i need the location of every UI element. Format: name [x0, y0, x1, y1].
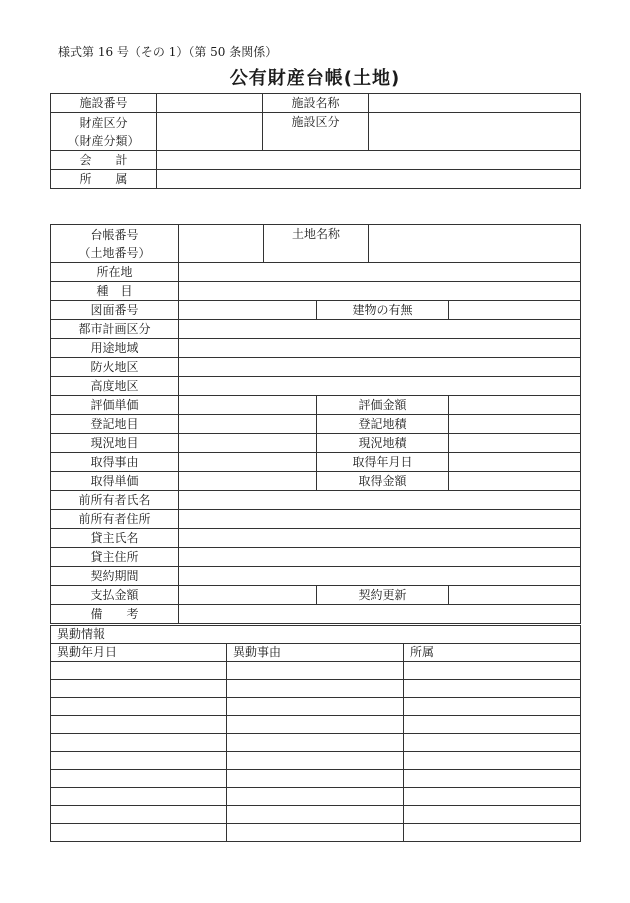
table-row — [51, 716, 581, 734]
change-date-cell[interactable] — [51, 752, 227, 770]
change-department-cell[interactable] — [404, 806, 581, 824]
acquisition-reason-field[interactable] — [179, 453, 317, 472]
change-department-cell[interactable] — [404, 752, 581, 770]
registered-land-category-label: 登記地目 — [51, 415, 179, 434]
change-date-cell[interactable] — [51, 680, 227, 698]
facility-number-label: 施設番号 — [51, 94, 157, 113]
change-reason-cell[interactable] — [227, 770, 404, 788]
remarks-label: 備 考 — [51, 605, 179, 624]
change-date-cell[interactable] — [51, 662, 227, 680]
fire-district-field[interactable] — [179, 358, 581, 377]
change-reason-cell[interactable] — [227, 698, 404, 716]
accounting-label: 会 計 — [51, 151, 157, 170]
facility-name-label: 施設名称 — [263, 94, 369, 113]
change-department-cell[interactable] — [404, 788, 581, 806]
height-district-label: 高度地区 — [51, 377, 179, 396]
change-reason-cell[interactable] — [227, 662, 404, 680]
change-department-cell[interactable] — [404, 716, 581, 734]
change-reason-cell[interactable] — [227, 680, 404, 698]
acquisition-amount-label: 取得金額 — [317, 472, 449, 491]
contract-renewal-field[interactable] — [449, 586, 581, 605]
department-field[interactable] — [157, 170, 581, 189]
col-change-department: 所属 — [404, 644, 581, 662]
table-row — [51, 770, 581, 788]
change-reason-cell[interactable] — [227, 752, 404, 770]
table-row — [51, 824, 581, 842]
change-department-cell[interactable] — [404, 734, 581, 752]
prev-owner-address-field[interactable] — [179, 510, 581, 529]
prev-owner-address-label: 前所有者住所 — [51, 510, 179, 529]
table-row — [51, 806, 581, 824]
valuation-amount-label: 評価金額 — [317, 396, 449, 415]
change-date-cell[interactable] — [51, 698, 227, 716]
building-presence-label: 建物の有無 — [317, 301, 449, 320]
registered-area-field[interactable] — [449, 415, 581, 434]
property-class-line2: （財産分類） — [67, 134, 140, 148]
land-name-label: 土地名称 — [264, 225, 369, 263]
col-change-reason: 異動事由 — [227, 644, 404, 662]
urban-planning-field[interactable] — [179, 320, 581, 339]
use-district-field[interactable] — [179, 339, 581, 358]
height-district-field[interactable] — [179, 377, 581, 396]
acquisition-unit-price-label: 取得単価 — [51, 472, 179, 491]
facility-class-label: 施設区分 — [263, 113, 369, 151]
ledger-number-field[interactable] — [179, 225, 264, 263]
building-presence-field[interactable] — [449, 301, 581, 320]
contract-renewal-label: 契約更新 — [317, 586, 449, 605]
facility-info-table — [50, 93, 581, 189]
lessor-name-field[interactable] — [179, 529, 581, 548]
table-row — [51, 752, 581, 770]
change-history-rows — [51, 662, 581, 842]
lessor-address-field[interactable] — [179, 548, 581, 567]
form-number: 様式第 16 号（その 1）（第 50 条関係） — [58, 45, 278, 59]
registered-land-category-field[interactable] — [179, 415, 317, 434]
change-reason-cell[interactable] — [227, 806, 404, 824]
col-change-date: 異動年月日 — [51, 644, 227, 662]
lessor-address-label: 貸主住所 — [51, 548, 179, 567]
change-department-cell[interactable] — [404, 698, 581, 716]
acquisition-reason-label: 取得事由 — [51, 453, 179, 472]
change-date-cell[interactable] — [51, 734, 227, 752]
change-department-cell[interactable] — [404, 680, 581, 698]
drawing-number-label: 図面番号 — [51, 301, 179, 320]
current-area-field[interactable] — [449, 434, 581, 453]
current-land-category-label: 現況地目 — [51, 434, 179, 453]
contract-period-field[interactable] — [179, 567, 581, 586]
urban-planning-label: 都市計画区分 — [51, 320, 179, 339]
property-class-label — [51, 113, 157, 151]
payment-amount-field[interactable] — [179, 586, 317, 605]
acquisition-unit-price-field[interactable] — [179, 472, 317, 491]
fire-district-label: 防火地区 — [51, 358, 179, 377]
land-name-field[interactable] — [369, 225, 581, 263]
category-field[interactable] — [179, 282, 581, 301]
table-row — [51, 698, 581, 716]
change-date-cell[interactable] — [51, 716, 227, 734]
accounting-field[interactable] — [157, 151, 581, 170]
change-history-table — [50, 625, 581, 842]
property-class-line1: 財産区分 — [79, 116, 128, 130]
page-title: 公有財産台帳(土地) — [229, 68, 401, 89]
facility-name-field[interactable] — [369, 94, 581, 113]
change-date-cell[interactable] — [51, 788, 227, 806]
facility-number-field[interactable] — [157, 94, 263, 113]
ledger-number-line1: 台帳番号 — [90, 228, 139, 242]
table-row — [51, 680, 581, 698]
location-field[interactable] — [179, 263, 581, 282]
ledger-number-label — [51, 225, 179, 263]
current-area-label: 現況地積 — [317, 434, 449, 453]
change-date-cell[interactable] — [51, 770, 227, 788]
acquisition-date-label: 取得年月日 — [317, 453, 449, 472]
department-label: 所 属 — [51, 170, 157, 189]
unit-valuation-label: 評価単価 — [51, 396, 179, 415]
current-land-category-field[interactable] — [179, 434, 317, 453]
change-department-cell[interactable] — [404, 662, 581, 680]
prev-owner-name-label: 前所有者氏名 — [51, 491, 179, 510]
facility-class-field[interactable] — [369, 113, 581, 151]
lessor-name-label: 貸主氏名 — [51, 529, 179, 548]
change-date-cell[interactable] — [51, 806, 227, 824]
location-label: 所在地 — [51, 263, 179, 282]
registered-area-label: 登記地積 — [317, 415, 449, 434]
change-reason-cell[interactable] — [227, 788, 404, 806]
contract-period-label: 契約期間 — [51, 567, 179, 586]
drawing-number-field[interactable] — [179, 301, 317, 320]
change-reason-cell[interactable] — [227, 824, 404, 842]
table-row — [51, 734, 581, 752]
ledger-number-line2: （土地番号） — [78, 246, 151, 260]
valuation-amount-field[interactable] — [449, 396, 581, 415]
property-class-field[interactable] — [157, 113, 263, 151]
change-department-cell[interactable] — [404, 824, 581, 842]
table-row — [51, 788, 581, 806]
category-label: 種 目 — [51, 282, 179, 301]
unit-valuation-field[interactable] — [179, 396, 317, 415]
remarks-field[interactable] — [179, 605, 581, 624]
table-row — [51, 662, 581, 680]
acquisition-date-field[interactable] — [449, 453, 581, 472]
change-history-heading: 異動情報 — [51, 626, 581, 644]
payment-amount-label: 支払金額 — [51, 586, 179, 605]
change-reason-cell[interactable] — [227, 716, 404, 734]
change-date-cell[interactable] — [51, 824, 227, 842]
change-department-cell[interactable] — [404, 770, 581, 788]
land-ledger-table — [50, 224, 581, 624]
use-district-label: 用途地域 — [51, 339, 179, 358]
prev-owner-name-field[interactable] — [179, 491, 581, 510]
acquisition-amount-field[interactable] — [449, 472, 581, 491]
change-reason-cell[interactable] — [227, 734, 404, 752]
